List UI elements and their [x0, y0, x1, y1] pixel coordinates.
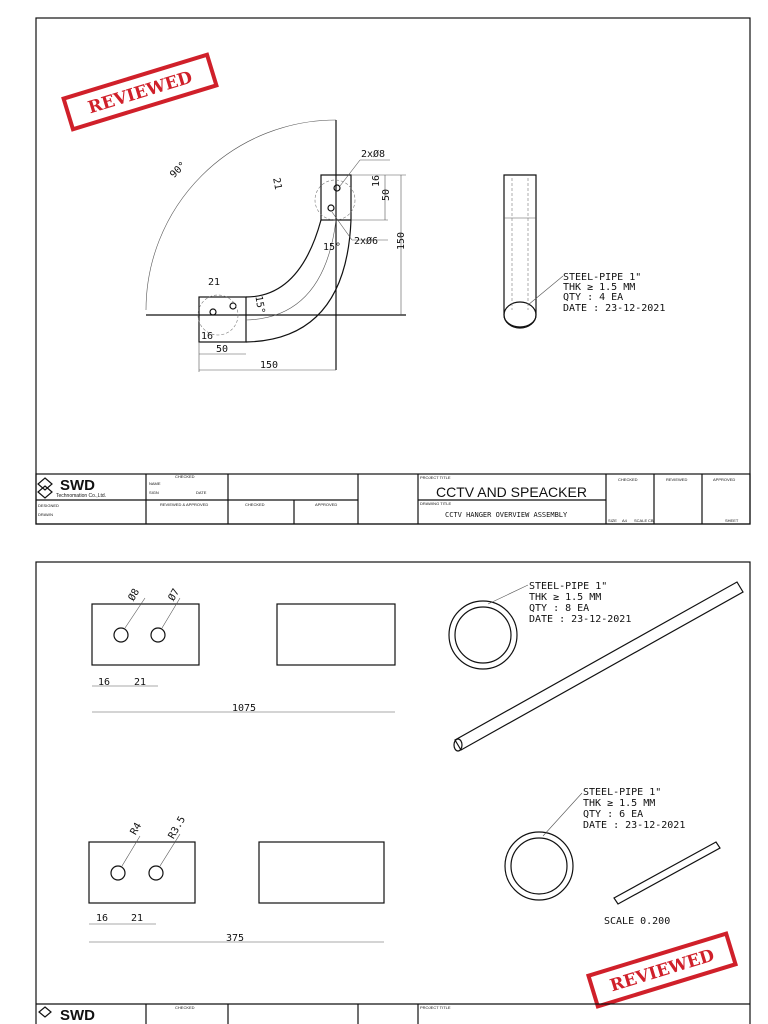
- svg-text:21: 21: [134, 677, 147, 688]
- company-logo: [38, 477, 106, 499]
- svg-text:2xØ8: 2xØ8: [361, 149, 386, 160]
- svg-text:NAME: NAME: [149, 481, 161, 486]
- svg-text:Ø7: Ø7: [166, 587, 183, 603]
- svg-text:CHECKED: CHECKED: [245, 502, 265, 507]
- sheet-1: [36, 18, 750, 524]
- svg-text:R4: R4: [128, 821, 145, 837]
- svg-text:16: 16: [371, 174, 382, 187]
- svg-text:SCALE: SCALE: [634, 518, 648, 523]
- svg-text:150: 150: [260, 360, 279, 371]
- title-block: [36, 1004, 750, 1024]
- svg-text:16: 16: [98, 677, 111, 688]
- svg-text:21: 21: [208, 277, 221, 288]
- svg-text:QTY : 4 EA: QTY : 4 EA: [563, 292, 624, 303]
- svg-text:DATE : 23-12-2021: DATE : 23-12-2021: [529, 614, 632, 625]
- svg-text:SIGN: SIGN: [149, 490, 159, 495]
- svg-text:DESIGNED: DESIGNED: [38, 503, 59, 508]
- sheet-2: [36, 562, 750, 1024]
- svg-text:375: 375: [226, 933, 245, 944]
- short-pipe-views: [89, 787, 720, 944]
- svg-text:APPROVED: APPROVED: [713, 477, 736, 482]
- long-pipe-views: [92, 581, 743, 751]
- svg-text:THK ≥ 1.5 MM: THK ≥ 1.5 MM: [583, 798, 656, 809]
- svg-text:REVIEWED: REVIEWED: [666, 477, 688, 482]
- svg-text:REVIEWED: REVIEWED: [85, 67, 195, 119]
- svg-text:150: 150: [396, 231, 407, 250]
- svg-text:STEEL-PIPE 1": STEEL-PIPE 1": [583, 787, 662, 798]
- svg-text:CHECKED: CHECKED: [175, 474, 195, 479]
- svg-text:A4: A4: [622, 518, 627, 523]
- svg-text:DATE : 23-12-2021: DATE : 23-12-2021: [583, 820, 686, 831]
- svg-text:Ø8: Ø8: [126, 587, 143, 603]
- svg-text:STEEL-PIPE 1": STEEL-PIPE 1": [563, 272, 642, 283]
- svg-text:DATE: DATE: [196, 490, 207, 495]
- company-logo: [39, 1007, 95, 1024]
- svg-text:CHECKED: CHECKED: [175, 1005, 195, 1010]
- svg-text:50: 50: [381, 188, 392, 201]
- svg-text:1075: 1075: [232, 703, 257, 714]
- svg-text:50: 50: [216, 344, 229, 355]
- svg-text:THK ≥ 1.5 MM: THK ≥ 1.5 MM: [529, 592, 602, 603]
- svg-text:16: 16: [201, 331, 214, 342]
- svg-text:CB: CB: [648, 518, 654, 523]
- svg-text:R3.5: R3.5: [166, 814, 189, 841]
- svg-text:SIZE: SIZE: [608, 518, 617, 523]
- project-title: CCTV AND SPEACKER: [436, 484, 587, 500]
- drawing-title: CCTV HANGER OVERVIEW ASSEMBLY: [445, 511, 568, 519]
- svg-text:DRAWN: DRAWN: [38, 512, 53, 517]
- svg-text:QTY : 8 EA: QTY : 8 EA: [529, 603, 590, 614]
- svg-text:APPROVED: APPROVED: [315, 502, 338, 507]
- svg-text:REVIEWED & APPROVED: REVIEWED & APPROVED: [160, 502, 209, 507]
- svg-text:QTY : 6 EA: QTY : 6 EA: [583, 809, 644, 820]
- svg-text:21: 21: [131, 913, 144, 924]
- svg-text:SWD: SWD: [60, 477, 95, 494]
- svg-text:PROJECT TITLE: PROJECT TITLE: [420, 1005, 451, 1010]
- hanger-front-view: [146, 120, 407, 372]
- svg-text:THK ≥ 1.5 MM: THK ≥ 1.5 MM: [563, 282, 636, 293]
- title-block: [36, 474, 750, 524]
- svg-text:SWD: SWD: [60, 1007, 95, 1024]
- svg-text:REVIEWED: REVIEWED: [607, 945, 717, 997]
- svg-text:DATE : 23-12-2021: DATE : 23-12-2021: [563, 303, 666, 314]
- svg-text:STEEL-PIPE 1": STEEL-PIPE 1": [529, 581, 608, 592]
- svg-text:15°: 15°: [252, 295, 267, 315]
- svg-text:Technomation Co.,Ltd.: Technomation Co.,Ltd.: [56, 493, 107, 499]
- svg-text:15°: 15°: [323, 242, 342, 253]
- svg-text:16: 16: [96, 913, 109, 924]
- svg-text:21: 21: [270, 176, 284, 191]
- svg-text:PROJECT TITLE: PROJECT TITLE: [420, 475, 451, 480]
- svg-text:SCALE 0.200: SCALE 0.200: [604, 916, 671, 927]
- svg-text:DRAWING TITLE: DRAWING TITLE: [420, 501, 452, 506]
- svg-text:90°: 90°: [168, 159, 189, 181]
- reviewed-stamp: [64, 55, 217, 129]
- pipe-side-view: [504, 175, 665, 328]
- svg-text:2xØ6: 2xØ6: [354, 236, 379, 247]
- reviewed-stamp: [588, 934, 735, 1007]
- svg-text:SHEET: SHEET: [725, 518, 739, 523]
- svg-text:CHECKED: CHECKED: [618, 477, 638, 482]
